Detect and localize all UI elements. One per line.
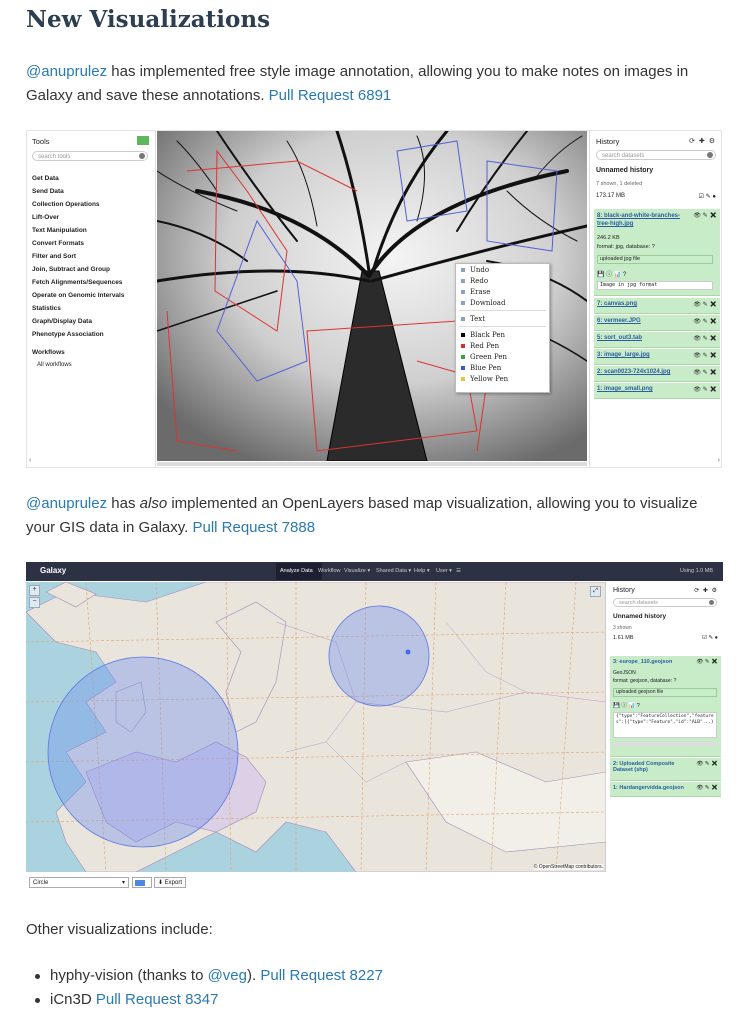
dataset-item-2[interactable] bbox=[610, 758, 721, 781]
tool-search-placeholder: search tools bbox=[38, 154, 71, 160]
paragraph-map-visualization bbox=[26, 492, 726, 540]
menu-action-icon bbox=[461, 317, 465, 321]
dataset-name[interactable]: 7: canvas.png bbox=[597, 301, 638, 307]
history-options-icons[interactable]: ⟳ ✚ ⚙ bbox=[689, 138, 716, 145]
tool-section-item[interactable]: Fetch Alignments/Sequences bbox=[32, 279, 123, 286]
menu-item-label: Green Pen bbox=[470, 353, 508, 361]
openlayers-map[interactable] bbox=[26, 582, 606, 872]
dataset-name-2[interactable]: 3: europe_110.geojson bbox=[613, 659, 673, 665]
tool-section-item[interactable]: Send Data bbox=[32, 188, 64, 195]
pen-color-swatch bbox=[461, 333, 465, 337]
color-swatch bbox=[135, 880, 145, 886]
menu-item-red-pen[interactable] bbox=[461, 342, 499, 353]
dataset-expanded[interactable] bbox=[594, 209, 720, 296]
upload-icon[interactable] bbox=[137, 136, 149, 145]
galaxy-logo[interactable]: Galaxy bbox=[40, 566, 67, 575]
dataset-item[interactable] bbox=[594, 332, 720, 348]
color-picker[interactable] bbox=[132, 877, 152, 888]
paragraph-text-a: has bbox=[107, 495, 140, 512]
menu-item-download[interactable] bbox=[461, 299, 505, 310]
dataset-action-icons[interactable]: 👁 ✎ ✖ bbox=[693, 370, 717, 376]
menu-action-icon bbox=[461, 279, 465, 283]
menu-item-label: Text bbox=[470, 315, 486, 323]
tool-section-item[interactable]: Text Manipulation bbox=[32, 227, 87, 234]
menu-item-text[interactable] bbox=[461, 315, 485, 326]
workflows-header: Workflows bbox=[32, 349, 65, 356]
tool-section-item[interactable]: Convert Formats bbox=[32, 240, 85, 247]
nav-item[interactable]: Visualize ▾ bbox=[344, 568, 371, 574]
tool-search-input[interactable] bbox=[32, 151, 148, 161]
galaxy-masthead bbox=[26, 562, 723, 581]
item-text: iCn3D bbox=[50, 991, 96, 1008]
other-visualization-item bbox=[26, 988, 383, 1012]
menu-separator bbox=[459, 310, 546, 311]
history-options-icons-2[interactable]: ⟳ ✚ ⚙ bbox=[694, 588, 718, 594]
europe-map-canvas bbox=[26, 582, 606, 872]
tool-section-item[interactable]: Graph/Display Data bbox=[32, 318, 92, 325]
draw-shape-value: Circle bbox=[33, 880, 49, 886]
dataset-info-2: uploaded geojson file bbox=[613, 688, 717, 697]
dataset-name[interactable]: 2: scan0023-724x1024.jpg bbox=[597, 369, 671, 375]
chevron-down-icon: ▾ bbox=[121, 880, 125, 886]
tool-section-item[interactable]: Get Data bbox=[32, 175, 59, 182]
history-tag-icons-2[interactable]: ☑ ✎ ● bbox=[702, 635, 718, 641]
menu-action-icon bbox=[461, 268, 465, 272]
dataset-peek-2: {"type":"FeatureCollection","features":[{"type":"Feature","id":"ALB"...} bbox=[613, 712, 717, 738]
dataset-action-icons[interactable]: 👁 ✎ ✖ bbox=[693, 336, 717, 342]
paragraph-emphasis: also bbox=[139, 495, 168, 512]
nav-item[interactable]: Shared Data ▾ bbox=[376, 568, 412, 574]
history-meta-2: 3 shown bbox=[613, 625, 632, 631]
tool-section-item[interactable]: Operate on Genomic Intervals bbox=[32, 292, 125, 299]
item-text: hyphy-vision (thanks to bbox=[50, 967, 208, 984]
dataset-action-icons-2[interactable]: 👁 ✎ ✖ bbox=[696, 659, 718, 665]
clear-search-icon[interactable] bbox=[139, 153, 145, 159]
draw-shape-select[interactable] bbox=[29, 877, 129, 888]
dataset-item[interactable] bbox=[594, 298, 720, 314]
tool-section-item[interactable]: Collection Operations bbox=[32, 201, 100, 208]
menu-item-label: Black Pen bbox=[470, 331, 505, 339]
menu-item-yellow-pen[interactable] bbox=[461, 375, 508, 386]
history-search-input[interactable] bbox=[596, 150, 716, 160]
grid-menu-icon[interactable]: ☰ bbox=[456, 568, 461, 574]
history-name-2[interactable]: Unnamed history bbox=[613, 613, 667, 620]
usage-meter: Using 1.0 MB bbox=[679, 568, 713, 574]
history-panel bbox=[589, 131, 722, 467]
menu-item-label: Erase bbox=[470, 288, 491, 296]
dataset-action-icons-2[interactable]: 👁 ✎ ✖ bbox=[696, 785, 718, 791]
history-name[interactable]: Unnamed history bbox=[596, 167, 654, 174]
all-workflows-link[interactable]: All workflows bbox=[37, 362, 72, 368]
map-toolbar bbox=[26, 872, 606, 894]
dataset-action-icons[interactable]: 👁 ✎ ✖ bbox=[693, 387, 717, 393]
menu-item-erase[interactable] bbox=[461, 288, 490, 299]
horizontal-scrollbar[interactable] bbox=[157, 462, 587, 466]
image-annotation-screenshot bbox=[26, 130, 722, 468]
history-title: History bbox=[596, 137, 620, 146]
menu-item-label: Red Pen bbox=[470, 342, 500, 350]
dataset-type-2: GeoJSON bbox=[613, 670, 636, 676]
dataset-name[interactable]: 1: image_small.png bbox=[597, 386, 653, 392]
tool-panel bbox=[27, 131, 156, 467]
history-search-placeholder: search datasets bbox=[602, 153, 645, 159]
tool-section-item[interactable]: Phenotype Association bbox=[32, 331, 104, 338]
map-attribution: © OpenStreetMap contributors. bbox=[533, 864, 603, 870]
dataset-peek: Image in jpg format bbox=[597, 281, 713, 290]
history-title-2: History bbox=[613, 587, 635, 594]
map-visualization-screenshot bbox=[26, 562, 723, 894]
pull-request-link-7888[interactable]: Pull Request 7888 bbox=[192, 519, 316, 536]
zoom-controls bbox=[29, 585, 38, 609]
pull-request-link[interactable]: Pull Request 8227 bbox=[260, 967, 383, 984]
zoom-in-button[interactable]: + bbox=[29, 585, 40, 596]
history-size: 173.17 MB bbox=[596, 193, 626, 199]
dataset-size: 246.2 KB bbox=[597, 235, 620, 241]
dataset-item-2[interactable] bbox=[610, 782, 721, 797]
nav-item[interactable]: User ▾ bbox=[436, 568, 452, 574]
history-meta: 7 shown, 1 deleted bbox=[596, 181, 643, 187]
zoom-out-button[interactable]: − bbox=[29, 597, 40, 608]
paragraph-text-b: implemented an OpenLayers based map visualization, allowing you to visualize your GIS data in Galaxy. bbox=[26, 495, 698, 536]
history-search-input-2[interactable] bbox=[613, 598, 717, 607]
menu-item-label: Undo bbox=[470, 266, 490, 274]
dataset-item[interactable] bbox=[594, 383, 720, 399]
dataset-tool-icons-2[interactable]: 💾 ⓘ 📊 ? bbox=[613, 703, 640, 709]
menu-item-blue-pen[interactable] bbox=[461, 364, 501, 375]
dataset-item[interactable] bbox=[594, 315, 720, 331]
menu-action-icon bbox=[461, 290, 465, 294]
clear-history-search-icon-2[interactable] bbox=[709, 600, 714, 605]
other-visualization-item bbox=[26, 964, 383, 988]
menu-item-green-pen[interactable] bbox=[461, 353, 507, 364]
dataset-name-2[interactable]: 2: Uploaded Composite Dataset (shp) bbox=[613, 761, 675, 773]
tool-section-item[interactable]: Filter and Sort bbox=[32, 253, 77, 260]
history-size-2: 1.61 MB bbox=[613, 635, 634, 641]
menu-item-undo[interactable] bbox=[461, 266, 489, 277]
paragraph-text: has implemented free style image annotation, allowing you to make notes on images in Galaxy and save these annotations. bbox=[26, 63, 689, 104]
pen-color-swatch bbox=[461, 344, 465, 348]
clear-history-search-icon[interactable] bbox=[707, 152, 713, 158]
dataset-action-icons[interactable]: 👁 ✎ ✖ bbox=[693, 302, 717, 308]
tool-section-item[interactable]: Lift-Over bbox=[32, 214, 60, 221]
peek-scrollbar[interactable] bbox=[613, 742, 717, 746]
fullscreen-icon[interactable]: ⤢ bbox=[590, 586, 601, 597]
dataset-item[interactable] bbox=[594, 349, 720, 365]
menu-action-icon bbox=[461, 301, 465, 305]
tool-section-list bbox=[32, 175, 124, 344]
annotation-context-menu bbox=[455, 263, 550, 393]
paragraph-other-intro: Other visualizations include: bbox=[26, 921, 213, 938]
dataset-tool-icons[interactable]: 💾 ⓘ 📊 ? bbox=[597, 272, 627, 278]
user-link[interactable]: @veg bbox=[207, 967, 247, 984]
dataset-name[interactable]: 6: vermeer.JPG bbox=[597, 318, 641, 324]
dataset-action-icons[interactable]: 👁 ✎ ✖ bbox=[693, 213, 717, 219]
dataset-action-icons-2[interactable]: 👁 ✎ ✖ bbox=[696, 761, 718, 767]
dataset-format: format: jpg, database: ? bbox=[597, 244, 655, 250]
page-title: New Visualizations bbox=[26, 6, 271, 33]
pull-request-link-6891[interactable]: Pull Request 6891 bbox=[268, 87, 392, 104]
dataset-action-icons[interactable]: 👁 ✎ ✖ bbox=[693, 319, 717, 325]
pull-request-link[interactable]: Pull Request 8347 bbox=[95, 991, 219, 1008]
menu-item-label: Download bbox=[470, 299, 506, 307]
menu-item-label: Blue Pen bbox=[470, 364, 502, 372]
annotation-canvas[interactable] bbox=[157, 131, 587, 461]
dataset-action-icons[interactable]: 👁 ✎ ✖ bbox=[693, 353, 717, 359]
dataset-name[interactable]: 3: image_large.jpg bbox=[597, 352, 650, 358]
nav-item[interactable]: Analyze Data bbox=[280, 568, 313, 574]
export-label: Export bbox=[164, 880, 183, 886]
history-search-placeholder-2: search datasets bbox=[619, 600, 658, 606]
menu-item-label: Yellow Pen bbox=[470, 375, 509, 383]
pen-color-swatch bbox=[461, 366, 465, 370]
menu-separator bbox=[459, 326, 546, 327]
tool-section-item[interactable]: Statistics bbox=[32, 305, 61, 312]
menu-item-redo[interactable] bbox=[461, 277, 488, 288]
dataset-info: uploaded jpg file bbox=[597, 255, 713, 264]
nav-item[interactable]: Workflow bbox=[318, 568, 341, 574]
pen-color-swatch bbox=[461, 377, 465, 381]
paragraph-image-annotation bbox=[26, 60, 726, 108]
tools-header: Tools bbox=[32, 137, 50, 146]
history-tag-icons[interactable]: ☑ ✎ ● bbox=[698, 194, 716, 200]
dataset-item[interactable] bbox=[594, 366, 720, 382]
dataset-expanded-2[interactable] bbox=[610, 656, 721, 757]
dataset-format-2: format: geojson, database: ? bbox=[613, 678, 677, 684]
tool-section-item[interactable]: Join, Subtract and Group bbox=[32, 266, 111, 273]
chevron-left-icon[interactable]: ‹ bbox=[29, 457, 32, 464]
other-visualizations-list bbox=[26, 964, 383, 1012]
pen-color-swatch bbox=[461, 355, 465, 359]
dataset-name[interactable]: 8: black-and-white-branches-tree-high.jpg bbox=[597, 213, 681, 227]
chevron-right-icon[interactable]: › bbox=[717, 457, 720, 464]
user-link-anuprulez[interactable]: @anuprulez bbox=[26, 63, 108, 80]
download-icon: ⬇ bbox=[157, 880, 165, 886]
dataset-name[interactable]: 5: sort_out3.tab bbox=[597, 335, 643, 341]
item-text: ). bbox=[247, 967, 261, 984]
nav-item[interactable]: Help ▾ bbox=[414, 568, 430, 574]
export-button[interactable] bbox=[154, 877, 186, 888]
history-panel-2 bbox=[608, 582, 723, 894]
user-link-anuprulez-2[interactable]: @anuprulez bbox=[26, 495, 108, 512]
menu-item-label: Redo bbox=[470, 277, 489, 285]
dataset-name-2[interactable]: 1: Hardangervidda.geojson bbox=[613, 785, 684, 791]
menu-item-black-pen[interactable] bbox=[461, 331, 505, 342]
